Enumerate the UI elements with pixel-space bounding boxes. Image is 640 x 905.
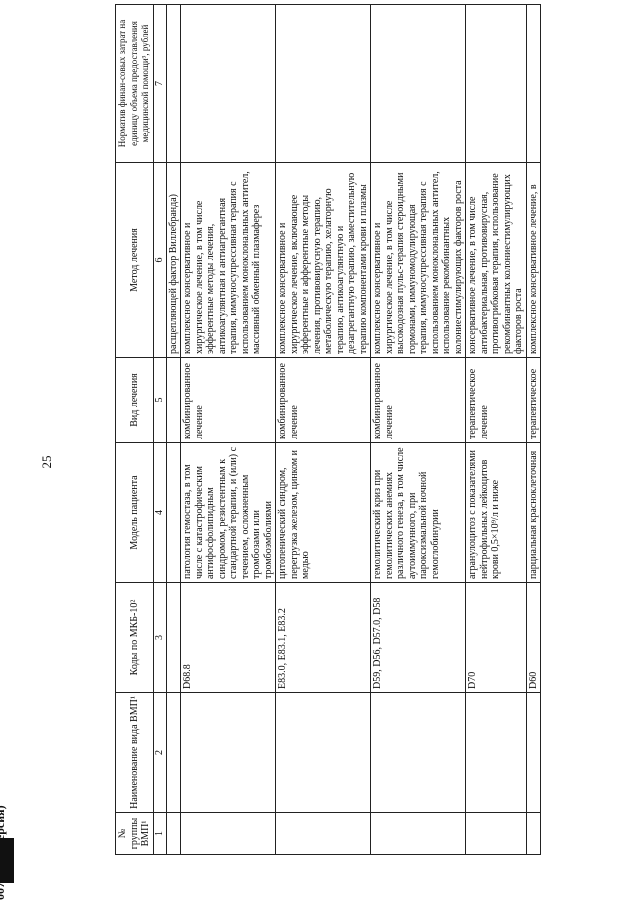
cell-treatment-type: комбинированное лечение [371, 358, 466, 443]
header-treatment-type: Вид лечения [116, 358, 154, 443]
cell-name [526, 693, 541, 813]
cell-group [166, 813, 181, 855]
cell-cost [526, 5, 541, 163]
cell-group [466, 813, 527, 855]
cell-group [181, 813, 276, 855]
cell-group [276, 813, 371, 855]
table-header-row [116, 5, 154, 855]
col-num-4: 4 [153, 443, 166, 583]
cell-codes: D68.8 [181, 583, 276, 693]
header-patient-model: Модель пациента [116, 443, 154, 583]
cell-group [526, 813, 541, 855]
column-number-row [153, 5, 166, 855]
col-num-5: 5 [153, 358, 166, 443]
cell-treatment-type: комбинированное лечение [276, 358, 371, 443]
table-row [181, 5, 276, 855]
cell-method: консервативное лечение, в том числе антибактериальная, противовирусная, противогрибковая терапия, использование рекомбинантных колониестимулирующих факторов роста [466, 163, 527, 358]
header-icd-codes: Коды по МКБ-10² [116, 583, 154, 693]
cell-cost [371, 5, 466, 163]
cell-method: комплексное консервативное лечение, в [526, 163, 541, 358]
table-row [166, 5, 181, 855]
cell-treatment-type: терапевтическое [526, 358, 541, 443]
cell-model: цитопенический синдром, перегрузка железом, цинком и медью [276, 443, 371, 583]
cell-codes: E83.0, E83.1, E83.2 [276, 583, 371, 693]
header-group-number: № группы ВМП¹ [116, 813, 154, 855]
cell-name [276, 693, 371, 813]
col-num-6: 6 [153, 163, 166, 358]
cell-codes: D59, D56, D57.0, D58 [371, 583, 466, 693]
cell-name [181, 693, 276, 813]
cell-cost [181, 5, 276, 163]
rotated-table-container [115, 5, 585, 855]
cell-group [371, 813, 466, 855]
cell-method: комплексное консервативное и хирургическое лечение, в том числе высокодозная пульс-терапия стероидными гормонами, иммуномодулирующая терапия, иммуносупрессивная терапия с использованием моноклональных антител, использование рекомбинантных колониестимулирующих факторов роста [371, 163, 466, 358]
cell-cost [166, 5, 181, 163]
cell-name [466, 693, 527, 813]
cell-treatment-type [166, 358, 181, 443]
page-number: 25 [39, 455, 54, 469]
cell-treatment-type: терапевтическое лечение [466, 358, 527, 443]
cell-method: комплексное консервативное и хирургическое лечение, в том числе эфферентные методы лечения, антикоагулянтная и антиагрегантная терапия, иммуносупрессивная терапия с использованием моноклональных антител, массивный обменный плазмаферез [181, 163, 276, 358]
table-row [276, 5, 371, 855]
cell-model [166, 443, 181, 583]
cell-codes [166, 583, 181, 693]
header-cost-norm: Норматив финан-совых затрат на единицу объема предоставления медицинской помощи³, рублей [116, 5, 154, 163]
col-num-3: 3 [153, 583, 166, 693]
table-row [526, 5, 541, 855]
col-num-2: 2 [153, 693, 166, 813]
cell-cost [276, 5, 371, 163]
col-num-7: 7 [153, 5, 166, 163]
table-row [466, 5, 527, 855]
cell-name [371, 693, 466, 813]
cell-name [166, 693, 181, 813]
cell-model: патология гемостаза, в том числе с катастрофическим антифосфолипидным синдромом, резистентным к стандартной терапии, и (или) с течением, осложненным тромбозами или тромбоэмболиями [181, 443, 276, 583]
cell-model: парциальная красноклеточная [526, 443, 541, 583]
vmp-table [115, 4, 541, 855]
header-vmp-name: Наименование вида ВМП¹ [116, 693, 154, 813]
cell-model: гемолитический криз при гемолитических анемиях различного генеза, в том числе аутоиммунного, при пароксизмальной ночной гемоглобинурии [371, 443, 466, 583]
cell-method: комплексное консервативное и хирургическое лечение, включающее эфферентные и афферентные методы лечения, противовирусную терапию, метаболическую терапию, хелаторную терапию, антикоагулянтную и дезагрегантную терапию, заместительную терапию компонентами крови и плазмы [276, 163, 371, 358]
table-row [371, 5, 466, 855]
header-treatment-method: Метод лечения [116, 163, 154, 358]
col-num-1: 1 [153, 813, 166, 855]
cell-codes: D70 [466, 583, 527, 693]
cell-treatment-type: комбинированное лечение [181, 358, 276, 443]
cell-codes: D60 [526, 583, 541, 693]
cell-method: расщепляющей фактор Виллебранда) [166, 163, 181, 358]
cell-model: агранулоцитоз с показателями нейтрофильных лейкоцитов крови 0,5×10⁹/л и ниже [466, 443, 527, 583]
cell-cost [466, 5, 527, 163]
scan-edge-mark [0, 838, 14, 883]
